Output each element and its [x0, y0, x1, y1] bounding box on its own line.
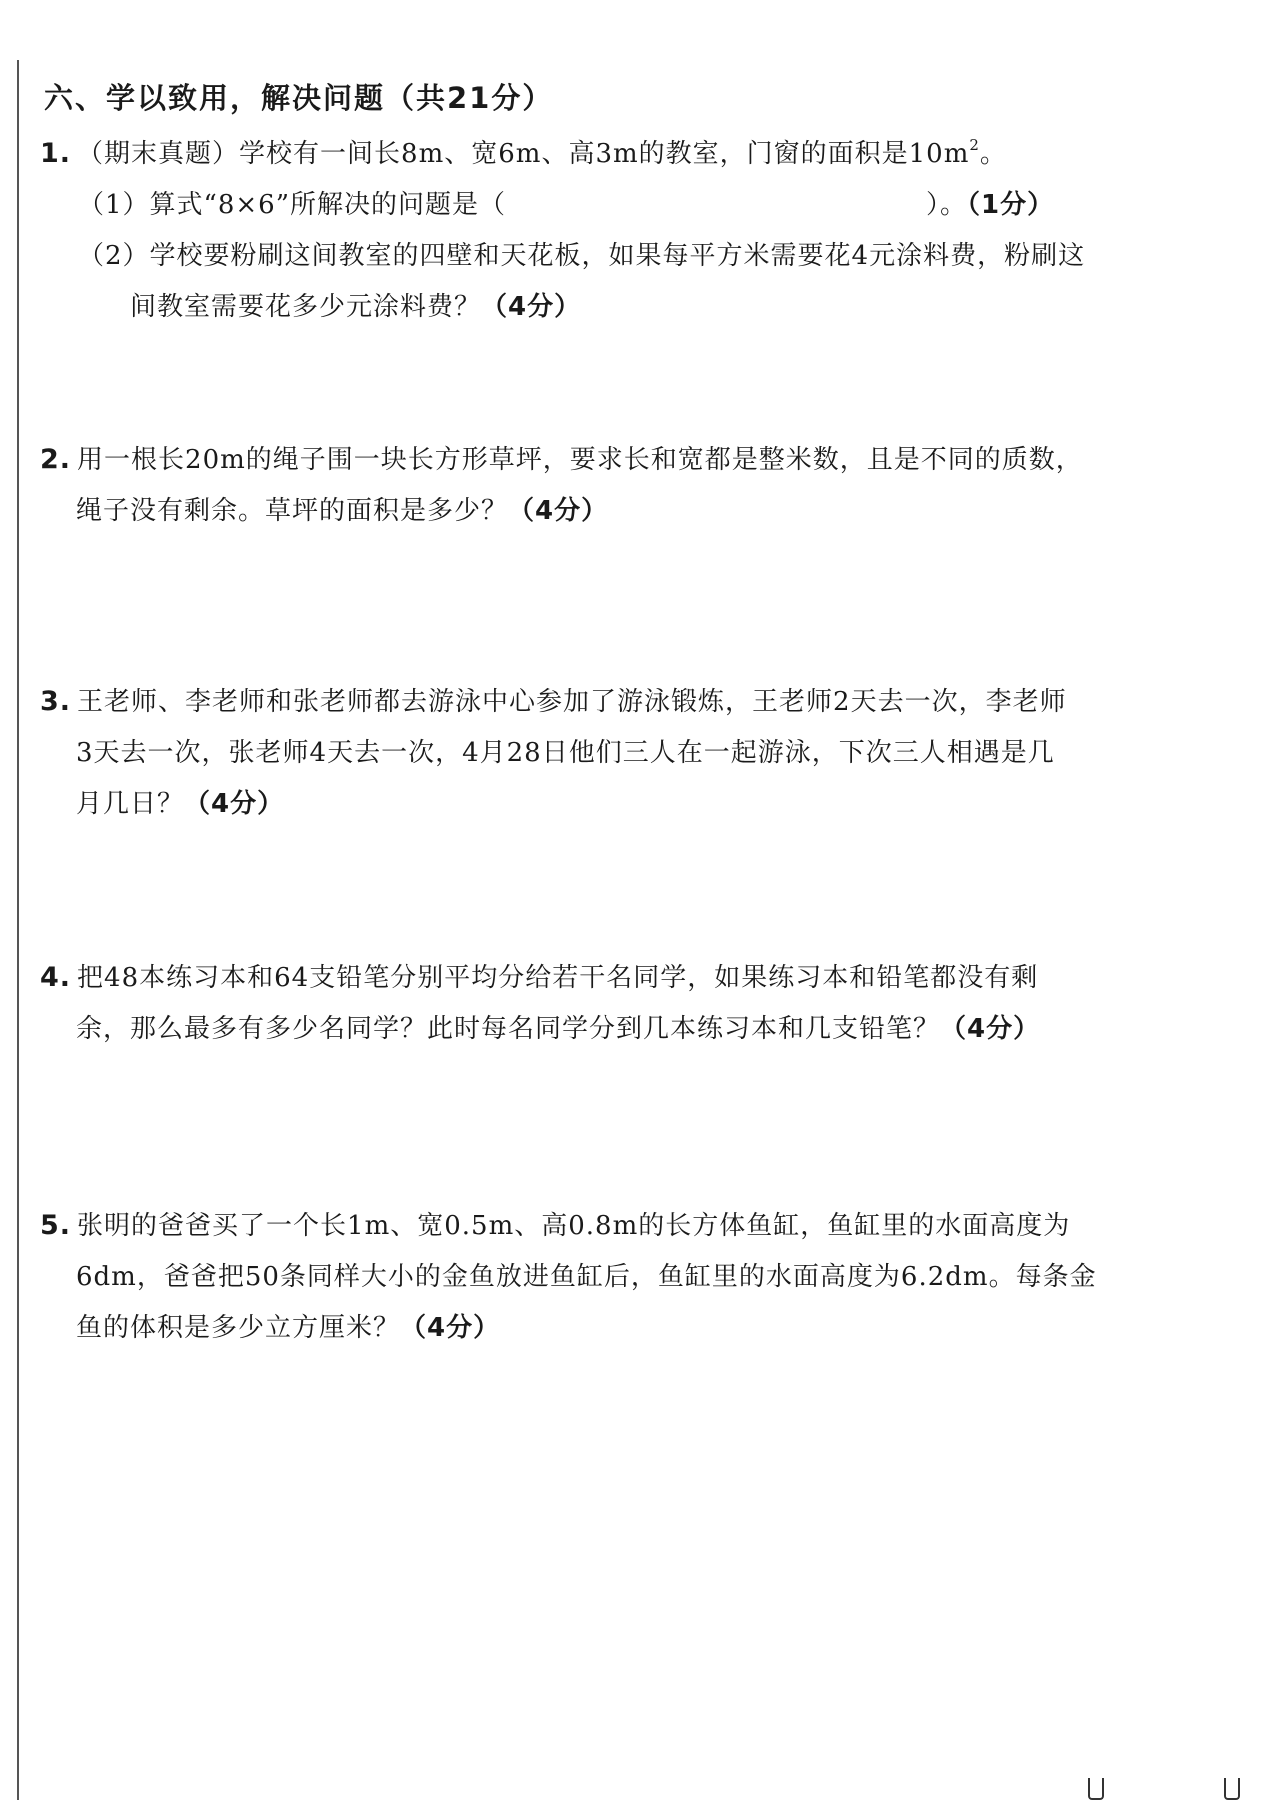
question-text: 张明的爸爸买了一个长1m、宽0.5m、高0.8m的长方体鱼缸，鱼缸里的水面高度为	[77, 1211, 1071, 1241]
question-number: 4.	[40, 962, 72, 993]
question-number: 1.	[40, 138, 72, 169]
question-4	[40, 952, 1150, 1055]
question-1-part-1	[40, 180, 1150, 231]
question-3-line-3	[40, 779, 1150, 830]
page-marker-icon	[1224, 1778, 1240, 1800]
question-1-part-2-cont	[40, 282, 1150, 333]
points-label: （4分）	[184, 789, 285, 819]
points-label: （4分）	[508, 496, 609, 526]
question-text: 把48本练习本和64支铅笔分别平均分给若干名同学，如果练习本和铅笔都没有剩	[77, 963, 1039, 993]
question-text: 王老师、李老师和张老师都去游泳中心参加了游泳锻炼，王老师2天去一次，李老师	[77, 687, 1067, 717]
part-1-text: （1）算式“8×6”所解决的问题是（	[78, 190, 506, 220]
section-title: 六、学以致用，解决问题（共21分）	[44, 81, 554, 115]
question-2-line-1	[40, 434, 1150, 486]
part-1-close: ）。	[926, 190, 968, 220]
question-1-part-2	[40, 231, 1150, 282]
question-3	[40, 676, 1150, 830]
page-marker-icon	[1088, 1778, 1104, 1800]
points-label: （1分）	[967, 190, 1055, 220]
question-text: 6dm，爸爸把50条同样大小的金鱼放进鱼缸后，鱼缸里的水面高度为6.2dm。每条金	[76, 1262, 1097, 1292]
question-text: 鱼的体积是多少立方厘米？	[76, 1313, 401, 1343]
question-1-line-1	[40, 128, 1150, 180]
part-2-text-cont: 间教室需要花多少元涂料费？	[130, 292, 482, 322]
question-3-line-2	[40, 728, 1150, 779]
question-text: 月几日？	[76, 789, 185, 819]
question-number: 2.	[40, 444, 72, 475]
question-text: 绳子没有剩余。草坪的面积是多少？	[76, 496, 509, 526]
question-text: 3天去一次，张老师4天去一次，4月28日他们三人在一起游泳，下次三人相遇是几	[76, 738, 1055, 768]
points-label: （4分）	[940, 1014, 1041, 1044]
question-4-line-2	[40, 1004, 1150, 1055]
points-label: （4分）	[400, 1313, 501, 1343]
points-label: （4分）	[481, 292, 582, 322]
question-text: 用一根长20m的绳子围一块长方形草坪，要求长和宽都是整米数，且是不同的质数，	[77, 445, 1083, 475]
question-5	[40, 1200, 1150, 1354]
question-text-end: 。	[979, 139, 1007, 169]
question-2	[40, 434, 1150, 537]
question-text: （期末真题）学校有一间长8m、宽6m、高3m的教室，门窗的面积是10m	[77, 139, 970, 169]
part-2-text: （2）学校要粉刷这间教室的四壁和天花板，如果每平方米需要花4元涂料费，粉刷这	[78, 241, 1086, 271]
question-4-line-1	[40, 952, 1150, 1004]
question-number: 3.	[40, 686, 72, 717]
question-2-line-2	[40, 486, 1150, 537]
question-3-line-1	[40, 676, 1150, 728]
question-5-line-1	[40, 1200, 1150, 1252]
margin-line	[17, 60, 19, 1800]
question-1	[40, 128, 1150, 333]
question-5-line-2	[40, 1252, 1150, 1303]
question-number: 5.	[40, 1210, 72, 1241]
nav-icons	[1088, 1778, 1240, 1800]
question-5-line-3	[40, 1303, 1150, 1354]
question-text: 余，那么最多有多少名同学？此时每名同学分到几本练习本和几支铅笔？	[76, 1014, 941, 1044]
superscript: 2	[969, 136, 980, 154]
